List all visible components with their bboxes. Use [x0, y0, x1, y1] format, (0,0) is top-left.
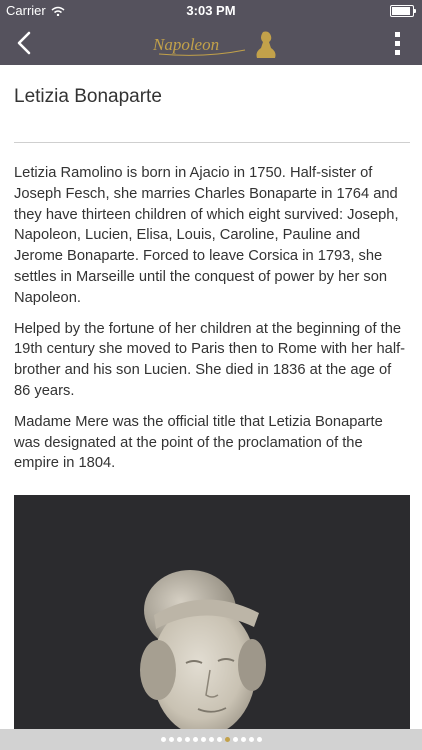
menu-button[interactable]: [394, 30, 402, 58]
page-dot[interactable]: [193, 737, 198, 742]
top-bar: [0, 0, 422, 65]
page-dot[interactable]: [225, 737, 230, 742]
page-dot[interactable]: [241, 737, 246, 742]
gallery-page-indicator[interactable]: [0, 729, 422, 750]
page-dot[interactable]: [233, 737, 238, 742]
nav-bar: [0, 22, 422, 65]
napoleon-silhouette-icon: [257, 32, 276, 59]
title-divider: [14, 142, 410, 143]
page-title: Letizia Bonaparte: [14, 86, 162, 107]
battery-icon: [390, 5, 414, 17]
article-body: [14, 163, 410, 484]
status-time: 3:03 PM: [186, 3, 236, 18]
status-bar: [0, 0, 422, 22]
page-dot[interactable]: [201, 737, 206, 742]
page-dot[interactable]: [177, 737, 182, 742]
bust-photo[interactable]: [14, 495, 410, 750]
page-dot[interactable]: [169, 737, 174, 742]
carrier-label: Carrier: [6, 3, 46, 18]
page-dot[interactable]: [185, 737, 190, 742]
page-dot[interactable]: [209, 737, 214, 742]
page-dot[interactable]: [161, 737, 166, 742]
page-dot[interactable]: [249, 737, 254, 742]
page-dot[interactable]: [257, 737, 262, 742]
marble-bust-image: [14, 495, 410, 750]
page-dot[interactable]: [217, 737, 222, 742]
paragraph-3: Madame Mere was the official title that Letizia Bonaparte was designated at the point of the proclamation of the empire in 1804.: [14, 413, 383, 472]
paragraph-2: Helped by the fortune of her children at the beginning of the 19th century she moved to Paris then to Rome with her half-brother and his son Lucien. She died in 1836 at the age of 86 years.: [14, 320, 406, 399]
logo-signature: Napoleon: [153, 35, 220, 54]
back-button[interactable]: [13, 30, 37, 56]
paragraph-1: Letizia Ramolino is born in Ajacio in 1750. Half-sister of Joseph Fesch, she marries Charles Bonaparte in 1764 and they have thirteen children of which eight survived: Joseph, Napoleon, Lucien, Elisa, Louis, Caroline, Pauline and Jerome Bonaparte. Forced to leave Corsica in 1793, she settles in Marseille until the conquest of power by her son Napoleon.: [14, 165, 399, 306]
napoleon-logo: [145, 28, 285, 60]
